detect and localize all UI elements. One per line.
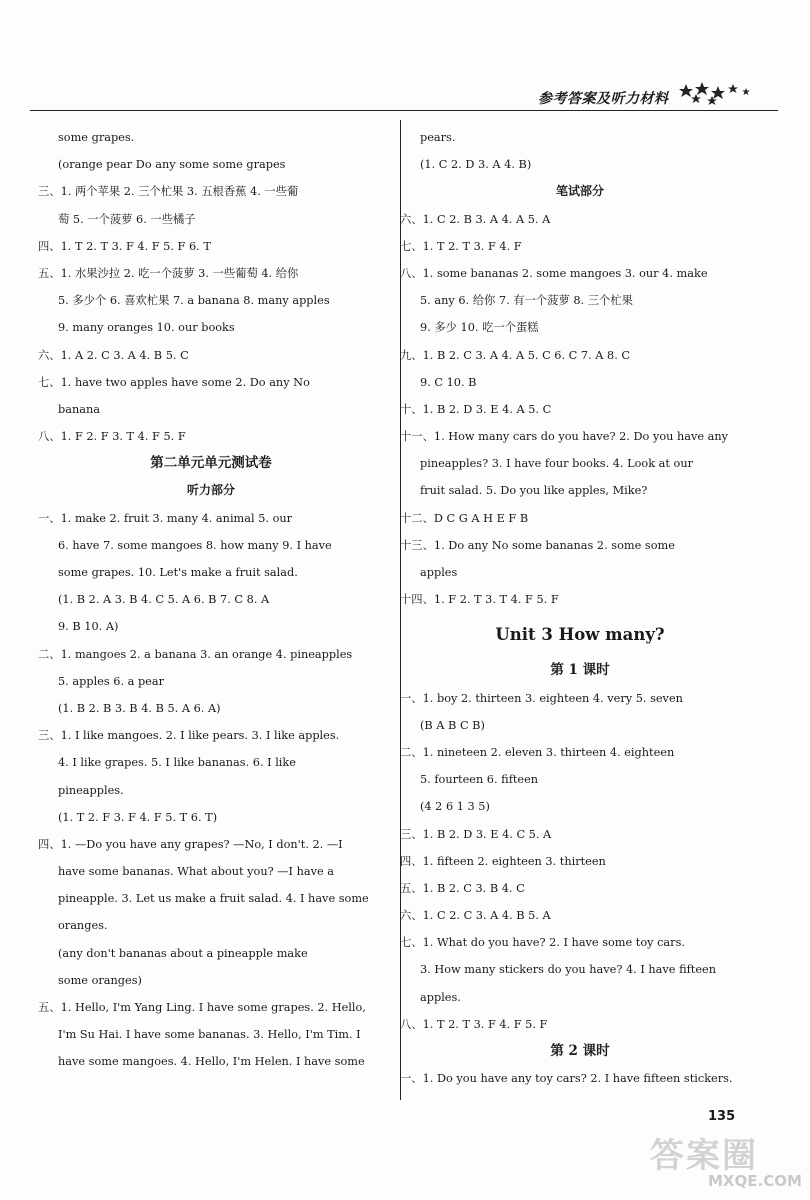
answer-line: 一、1. Do you have any toy cars? 2. I have fifteen stickers. bbox=[400, 1072, 733, 1086]
answer-line: 笔试部分 bbox=[555, 184, 604, 199]
answer-line: (1. C 2. D 3. A 4. B) bbox=[420, 158, 532, 172]
answer-line: oranges. bbox=[58, 919, 108, 933]
answer-line: some grapes. 10. Let's make a fruit salad. bbox=[58, 566, 298, 579]
page-header bbox=[530, 78, 760, 108]
answer-line: pineapples? 3. I have four books. 4. Look at our bbox=[420, 457, 694, 471]
answer-line: 5. 多少个 6. 喜欢杧果 7. a banana 8. many apples bbox=[58, 294, 330, 308]
answer-line: (orange pear Do any some some grapes bbox=[58, 158, 286, 172]
answer-line: pineapples. bbox=[58, 783, 124, 797]
left-column bbox=[38, 124, 384, 1076]
answer-line: 六、1. C 2. C 3. A 4. B 5. A bbox=[400, 909, 551, 923]
answer-line: 一、1. make 2. fruit 3. many 4. animal 5. our bbox=[38, 511, 293, 525]
answer-line: banana bbox=[58, 402, 100, 416]
header-title: 参考答案及听力材料 bbox=[538, 91, 669, 107]
answer-line: 四、1. —Do you have any grapes? —No, I don't. 2. —I bbox=[38, 837, 343, 851]
answer-line: 十一、1. How many cars do you have? 2. Do you have any bbox=[400, 430, 729, 444]
answer-line: 3. How many stickers do you have? 4. I have fifteen bbox=[420, 963, 716, 977]
answer-line: 九、1. B 2. C 3. A 4. A 5. C 6. C 7. A 8. C bbox=[400, 348, 631, 362]
answer-line: (1. B 2. B 3. B 4. B 5. A 6. A) bbox=[58, 701, 221, 715]
answer-line: (1. T 2. F 3. F 4. F 5. T 6. T) bbox=[58, 810, 218, 824]
answer-line: apples bbox=[420, 566, 458, 579]
answer-line: pineapple. 3. Let us make a fruit salad. 4. I have some bbox=[58, 892, 369, 906]
answer-line: 四、1. fifteen 2. eighteen 3. thirteen bbox=[400, 854, 606, 868]
page-number: 135 bbox=[708, 1109, 736, 1124]
answer-line: fruit salad. 5. Do you like apples, Mike? bbox=[420, 484, 648, 498]
watermark-logo-text: 答案圈 bbox=[650, 1136, 758, 1176]
answer-line: have some mangoes. 4. Hello, I'm Helen. I have some bbox=[58, 1055, 365, 1069]
answer-line: 三、1. I like mangoes. 2. I like pears. 3. I like apples. bbox=[38, 729, 340, 743]
answer-line: 9. 多少 10. 吃一个蛋糕 bbox=[420, 321, 539, 335]
answer-line: (1. B 2. A 3. B 4. C 5. A 6. B 7. C 8. A bbox=[58, 593, 270, 607]
answer-line: 第 2 课时 bbox=[550, 1043, 610, 1059]
answer-line: 五、1. Hello, I'm Yang Ling. I have some grapes. 2. Hello, bbox=[38, 1001, 366, 1014]
right-column bbox=[400, 124, 760, 1092]
answer-line: 十、1. B 2. D 3. E 4. A 5. C bbox=[400, 402, 552, 416]
answer-line: 第 1 课时 bbox=[550, 662, 610, 679]
answer-line: 二、1. nineteen 2. eleven 3. thirteen 4. eighteen bbox=[400, 745, 675, 759]
answer-line: 六、1. A 2. C 3. A 4. B 5. C bbox=[38, 348, 189, 362]
answer-line: some grapes. bbox=[58, 131, 135, 144]
answer-line: (B A B C B) bbox=[420, 718, 485, 732]
answer-line: pears. bbox=[420, 131, 456, 144]
answer-line: 5. fourteen 6. fifteen bbox=[420, 773, 539, 787]
answer-line: 四、1. T 2. T 3. F 4. F 5. F 6. T bbox=[38, 239, 211, 253]
answer-line: 六、1. C 2. B 3. A 4. A 5. A bbox=[400, 212, 551, 226]
answer-line: I'm Su Hai. I have some bananas. 3. Hello, I'm Tim. I bbox=[58, 1028, 361, 1042]
answer-line: 二、1. mangoes 2. a banana 3. an orange 4. pineapples bbox=[38, 647, 353, 661]
answer-line: Unit 3 How many? bbox=[495, 625, 665, 645]
answer-line: 9. B 10. A) bbox=[58, 620, 119, 634]
answer-line: 9. many oranges 10. our books bbox=[58, 321, 235, 335]
answer-line: 一、1. boy 2. thirteen 3. eighteen 4. very 5. seven bbox=[400, 691, 683, 705]
answer-line: 五、1. B 2. C 3. B 4. C bbox=[400, 881, 525, 895]
answer-line: 七、1. What do you have? 2. I have some toy cars. bbox=[400, 936, 685, 950]
answer-line: 9. C 10. B bbox=[420, 375, 477, 389]
answer-line: 十四、1. F 2. T 3. T 4. F 5. F bbox=[400, 593, 559, 607]
watermark bbox=[650, 1128, 800, 1198]
answer-line: apples. bbox=[420, 990, 461, 1004]
answer-line: 五、1. 水果沙拉 2. 吃一个菠萝 3. 一些葡萄 4. 给你 bbox=[38, 266, 299, 280]
answer-line: 八、1. F 2. F 3. T 4. F 5. F bbox=[38, 430, 186, 444]
answer-line: 6. have 7. some mangoes 8. how many 9. I have bbox=[58, 538, 332, 552]
answer-line: 三、1. 两个苹果 2. 三个杧果 3. 五根香蕉 4. 一些葡 bbox=[38, 185, 299, 199]
answer-line: 七、1. T 2. T 3. F 4. F bbox=[400, 239, 522, 253]
answer-line: 十二、D C G A H E F B bbox=[400, 511, 529, 525]
answer-line: 八、1. some bananas 2. some mangoes 3. our 4. make bbox=[400, 266, 708, 280]
answer-line: 八、1. T 2. T 3. F 4. F 5. F bbox=[400, 1017, 548, 1031]
stars-decoration-icon bbox=[678, 78, 758, 108]
watermark-url: MXQE.COM bbox=[708, 1172, 802, 1190]
answer-line: 第二单元单元测试卷 bbox=[150, 455, 272, 472]
answer-line: 5. any 6. 给你 7. 有一个菠萝 8. 三个杧果 bbox=[420, 294, 633, 308]
answer-line: 七、1. have two apples have some 2. Do any No bbox=[38, 375, 310, 389]
answer-line: 听力部分 bbox=[186, 483, 235, 498]
answer-line: (4 2 6 1 3 5) bbox=[420, 800, 490, 814]
answer-line: 十三、1. Do any No some bananas 2. some some bbox=[400, 538, 675, 552]
answer-line: 5. apples 6. a pear bbox=[58, 674, 165, 688]
answer-line: 4. I like grapes. 5. I like bananas. 6. I like bbox=[58, 756, 296, 770]
answer-line: some oranges) bbox=[58, 973, 142, 987]
answer-line: 萄 5. 一个菠萝 6. 一些橘子 bbox=[58, 212, 196, 226]
header-rule bbox=[30, 110, 778, 111]
answer-line: 三、1. B 2. D 3. E 4. C 5. A bbox=[400, 827, 552, 841]
answer-line: (any don't bananas about a pineapple make bbox=[58, 946, 308, 960]
answer-line: have some bananas. What about you? —I have a bbox=[58, 865, 335, 879]
